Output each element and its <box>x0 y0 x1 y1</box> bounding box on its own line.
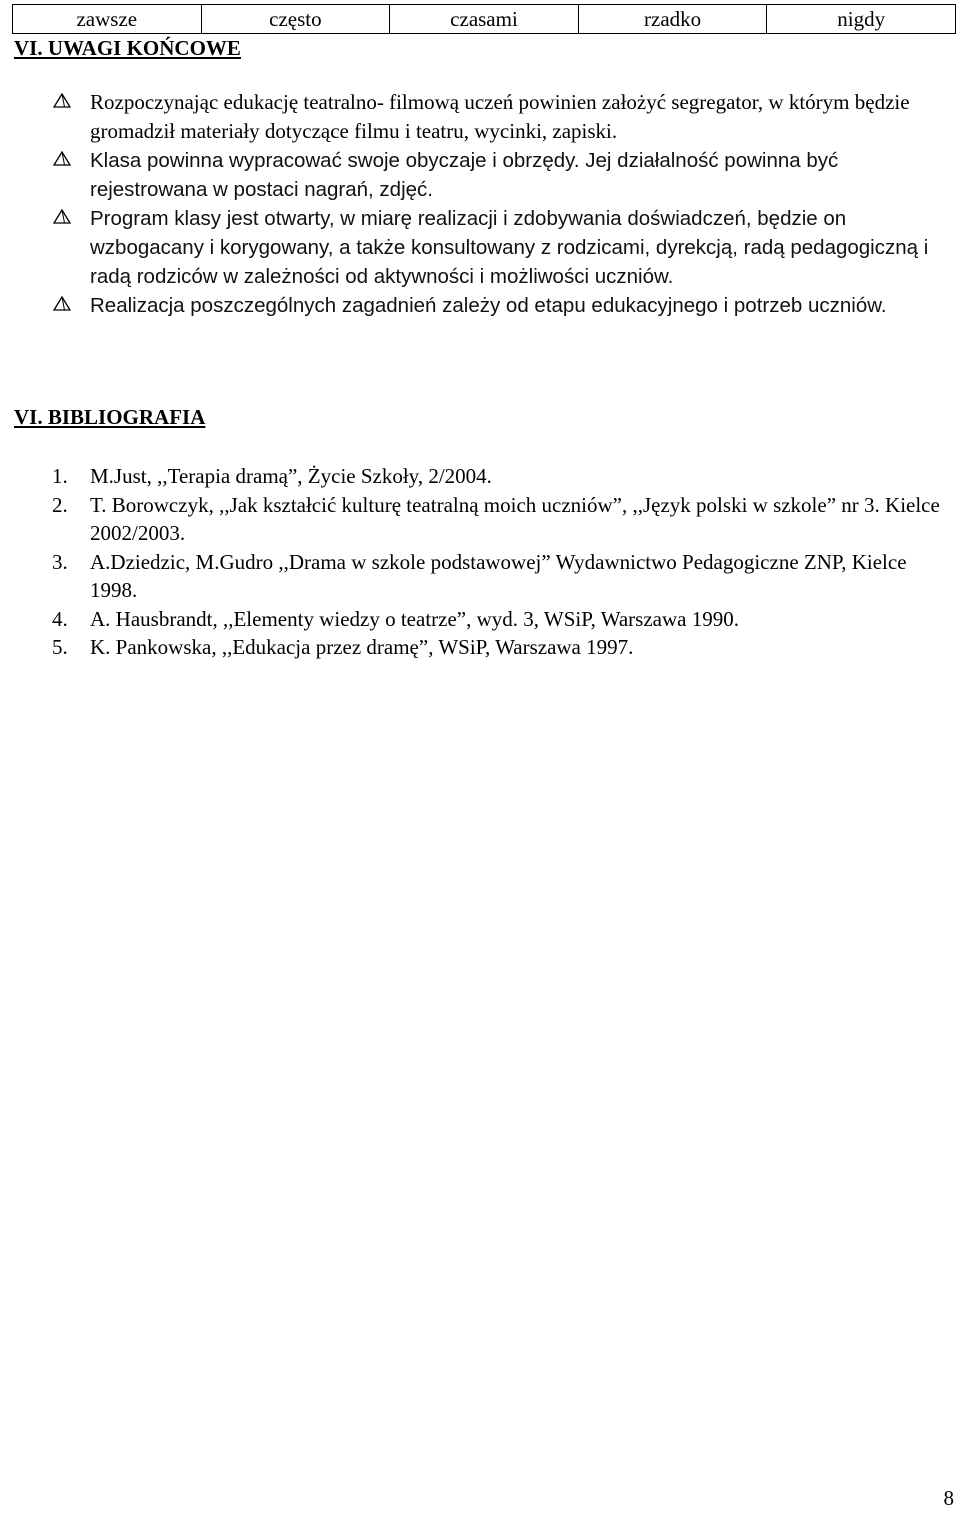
bibliography-list <box>52 462 942 662</box>
section-heading-uwagi: VI. UWAGI KOŃCOWE <box>14 36 241 60</box>
bibliography-entry-number: 3. <box>52 549 68 574</box>
uwagi-item-text: Realizacja poszczególnych zagadnień zależy od etapu edukacyjnego i potrzeb uczniów. <box>90 294 887 317</box>
frequency-scale-table <box>12 4 956 34</box>
warning-triangle-icon <box>52 149 72 169</box>
bibliography-entry-number: 5. <box>52 635 68 659</box>
frequency-cell-always: zawsze <box>13 5 202 34</box>
bibliography-entry-number: 4. <box>52 606 68 631</box>
bibliography-entry <box>52 491 942 548</box>
uwagi-item <box>52 146 932 204</box>
warning-triangle-icon <box>52 91 72 111</box>
page-number: 8 <box>943 1486 954 1510</box>
bibliography-entry-text: T. Borowczyk, ,,Jak kształcić kulturę teatralną moich uczniów”, ,,Język polski w szkole” nr 3. Kielce 2002/2003. <box>90 492 940 545</box>
bibliography-entry <box>52 462 942 491</box>
uwagi-item-text: Program klasy jest otwarty, w miarę realizacji i zdobywania doświadczeń, będzie on wzbogacany i korygowany, a także konsultowany z rodzicami, dyrekcją, radą pedagogiczną i radą rodziców w zależności od aktywności i możliwości uczniów. <box>90 207 929 288</box>
section-heading-bibliografia: VI. BIBLIOGRAFIA <box>14 405 206 429</box>
bibliography-entry-text: A. Hausbrandt, ,,Elementy wiedzy o teatrze”, wyd. 3, WSiP, Warszawa 1990. <box>90 606 739 631</box>
bibliography-entry <box>52 548 942 605</box>
bibliography-entry-text: A.Dziedzic, M.Gudro ,,Drama w szkole podstawowej” Wydawnictwo Pedagogiczne ZNP, Kielce 1998. <box>90 549 907 602</box>
bibliography-entry <box>52 605 942 634</box>
uwagi-item <box>52 204 932 291</box>
frequency-cell-never: nigdy <box>767 5 956 34</box>
bibliography-entry-text: M.Just, ,,Terapia dramą”, Życie Szkoły, 2/2004. <box>90 464 492 488</box>
bibliography-entry-text: K. Pankowska, ,,Edukacja przez dramę”, WSiP, Warszawa 1997. <box>90 635 634 659</box>
frequency-scale-row <box>13 5 956 34</box>
uwagi-item <box>52 291 932 320</box>
uwagi-bullet-list <box>52 88 932 320</box>
warning-triangle-icon <box>52 294 72 314</box>
bibliography-entry <box>52 633 942 662</box>
uwagi-item-text: Klasa powinna wypracować swoje obyczaje i obrzędy. Jej działalność powinna być rejestrowana w postaci nagrań, zdjęć. <box>90 149 839 201</box>
frequency-cell-sometimes: czasami <box>390 5 579 34</box>
uwagi-item <box>52 88 932 146</box>
bibliography-entry-number: 2. <box>52 492 68 517</box>
bibliography-entry-number: 1. <box>52 464 68 488</box>
frequency-cell-often: często <box>201 5 390 34</box>
uwagi-item-text: Rozpoczynając edukację teatralno- filmową uczeń powinien założyć segregator, w którym będzie gromadził materiały dotyczące filmu i teatru, wycinki, zapiski. <box>90 90 910 143</box>
frequency-cell-rarely: rzadko <box>578 5 767 34</box>
warning-triangle-icon <box>52 207 72 227</box>
